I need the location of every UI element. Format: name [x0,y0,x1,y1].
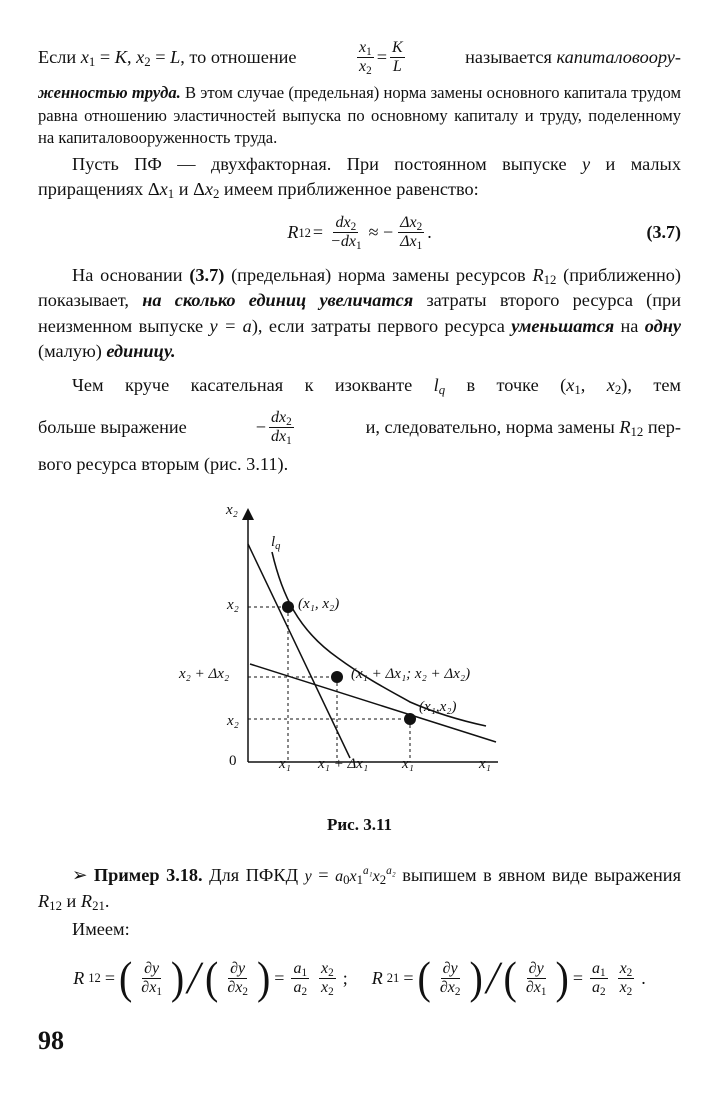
figure-caption: Рис. 3.11 [326,814,393,834]
point-2 [331,671,343,683]
isoquant-diagram [38,500,681,800]
para1-body: женностью труда. В этом случае (предельная) норма замены основного капитала трудом равна отношению эластичностей выпуска по основному капиталу и труду, поделенному на капиталовооруженность труда. [38,83,682,147]
para4-line1: Чем круче касательная к изокванте $l_q$ в точке ($x_1$, $x_2$), тем [72,374,682,397]
formula-3-7: R 12 = $\frac{dx_2}{-dx_1}$ ≈ − $\frac{\Delta x_2}{\Delta x_1}$ . (3.7) [287,214,681,252]
y-tick-x2-plus-dx2: x₂ + Δx₂ [179,665,230,682]
y-axis-label: x₂ [226,501,238,518]
figure-3-11 [38,500,681,805]
final-formulas: R 12 = ( $\frac{\partial y}{\partial x_1}$ ) / ( $\frac{\partial y}{\partial x_2}$ ) = $\frac{a_1}{a_2}$ $\frac{x_2}{x_2}$ ; R 21 = ( $\frac{\partial y}{\partial x_2}$ ) / ( $\frac{\partial y}{\partial x_1}$ ) = $\frac{a_1}{a_2}$ $\frac{x_2}{x_2}$ . [73,951,646,1004]
point-3-label: (x₁,x₂) [419,698,457,715]
y-tick-x2-top: x₂ [227,596,239,613]
para1-first-line [38,28,681,86]
example-3-18: ➢ Пример 3.18. Для ПФКД $y = a_0x_1^{a_1}x_2^{a_2}$ выпишем в явном виде выражения $R_{12}$ и $R_{21}$. [38,864,681,913]
para3: На основании (3.7) (предельная) норма замены ресурсов $R_{12}$ (приближенно) показывает, на сколько единиц увеличатся затраты второго ресурса (при неизменном выпуске y = a), если затраты первого ресурса уменьшатся на одну (малую) единицу. [38,264,682,361]
para1-lead: Если $x_1 = K$, $x_2 = L$, то отношение [38,46,297,69]
para2: Пусть ПФ — двухфакторная. При постоянном выпуске y и малых приращениях $\Delta x_1$ и $\Delta x_2$ имеем приближенное равенство: [38,153,681,201]
point-1 [282,601,294,613]
example-have: Имеем: [72,918,130,939]
para1-tail: называется капиталовоору- [465,46,681,67]
point-3 [404,713,416,725]
origin-label: 0 [229,752,237,769]
x-tick-x1-plus-dx1: x₁ + Δx₁ [318,755,369,772]
page-number: 98 [38,1026,64,1055]
steep-tangent-line [248,544,350,758]
x-axis-label: x₁ [479,755,491,772]
para4-line3: вого ресурса вторым (рис. 3.11). [38,454,289,474]
equation-number: (3.7) [646,221,681,242]
x-tick-x1-right: x₁ [402,755,414,772]
x-tick-x1-left: x₁ [279,755,291,772]
point-2-label: (x₁ + Δx₁; x₂ + Δx₂) [351,665,471,682]
para4-expression-line: больше выражение − $\frac{dx_2}{dx_1}$ и, следовательно, норма замены $R_{12}$ пер- [38,408,681,447]
term-capital-labor: женностью труда. [38,83,181,102]
page-body [38,28,681,1014]
capital-ratio-formula: $\frac{x_1}{x_2}$ = $\frac{K}{L}$ [359,38,403,77]
y-tick-x2-bottom: x₂ [227,712,239,729]
point-1-label: (x₁, x₂) [298,595,340,612]
isoquant-label: $l_q$ [271,533,281,552]
